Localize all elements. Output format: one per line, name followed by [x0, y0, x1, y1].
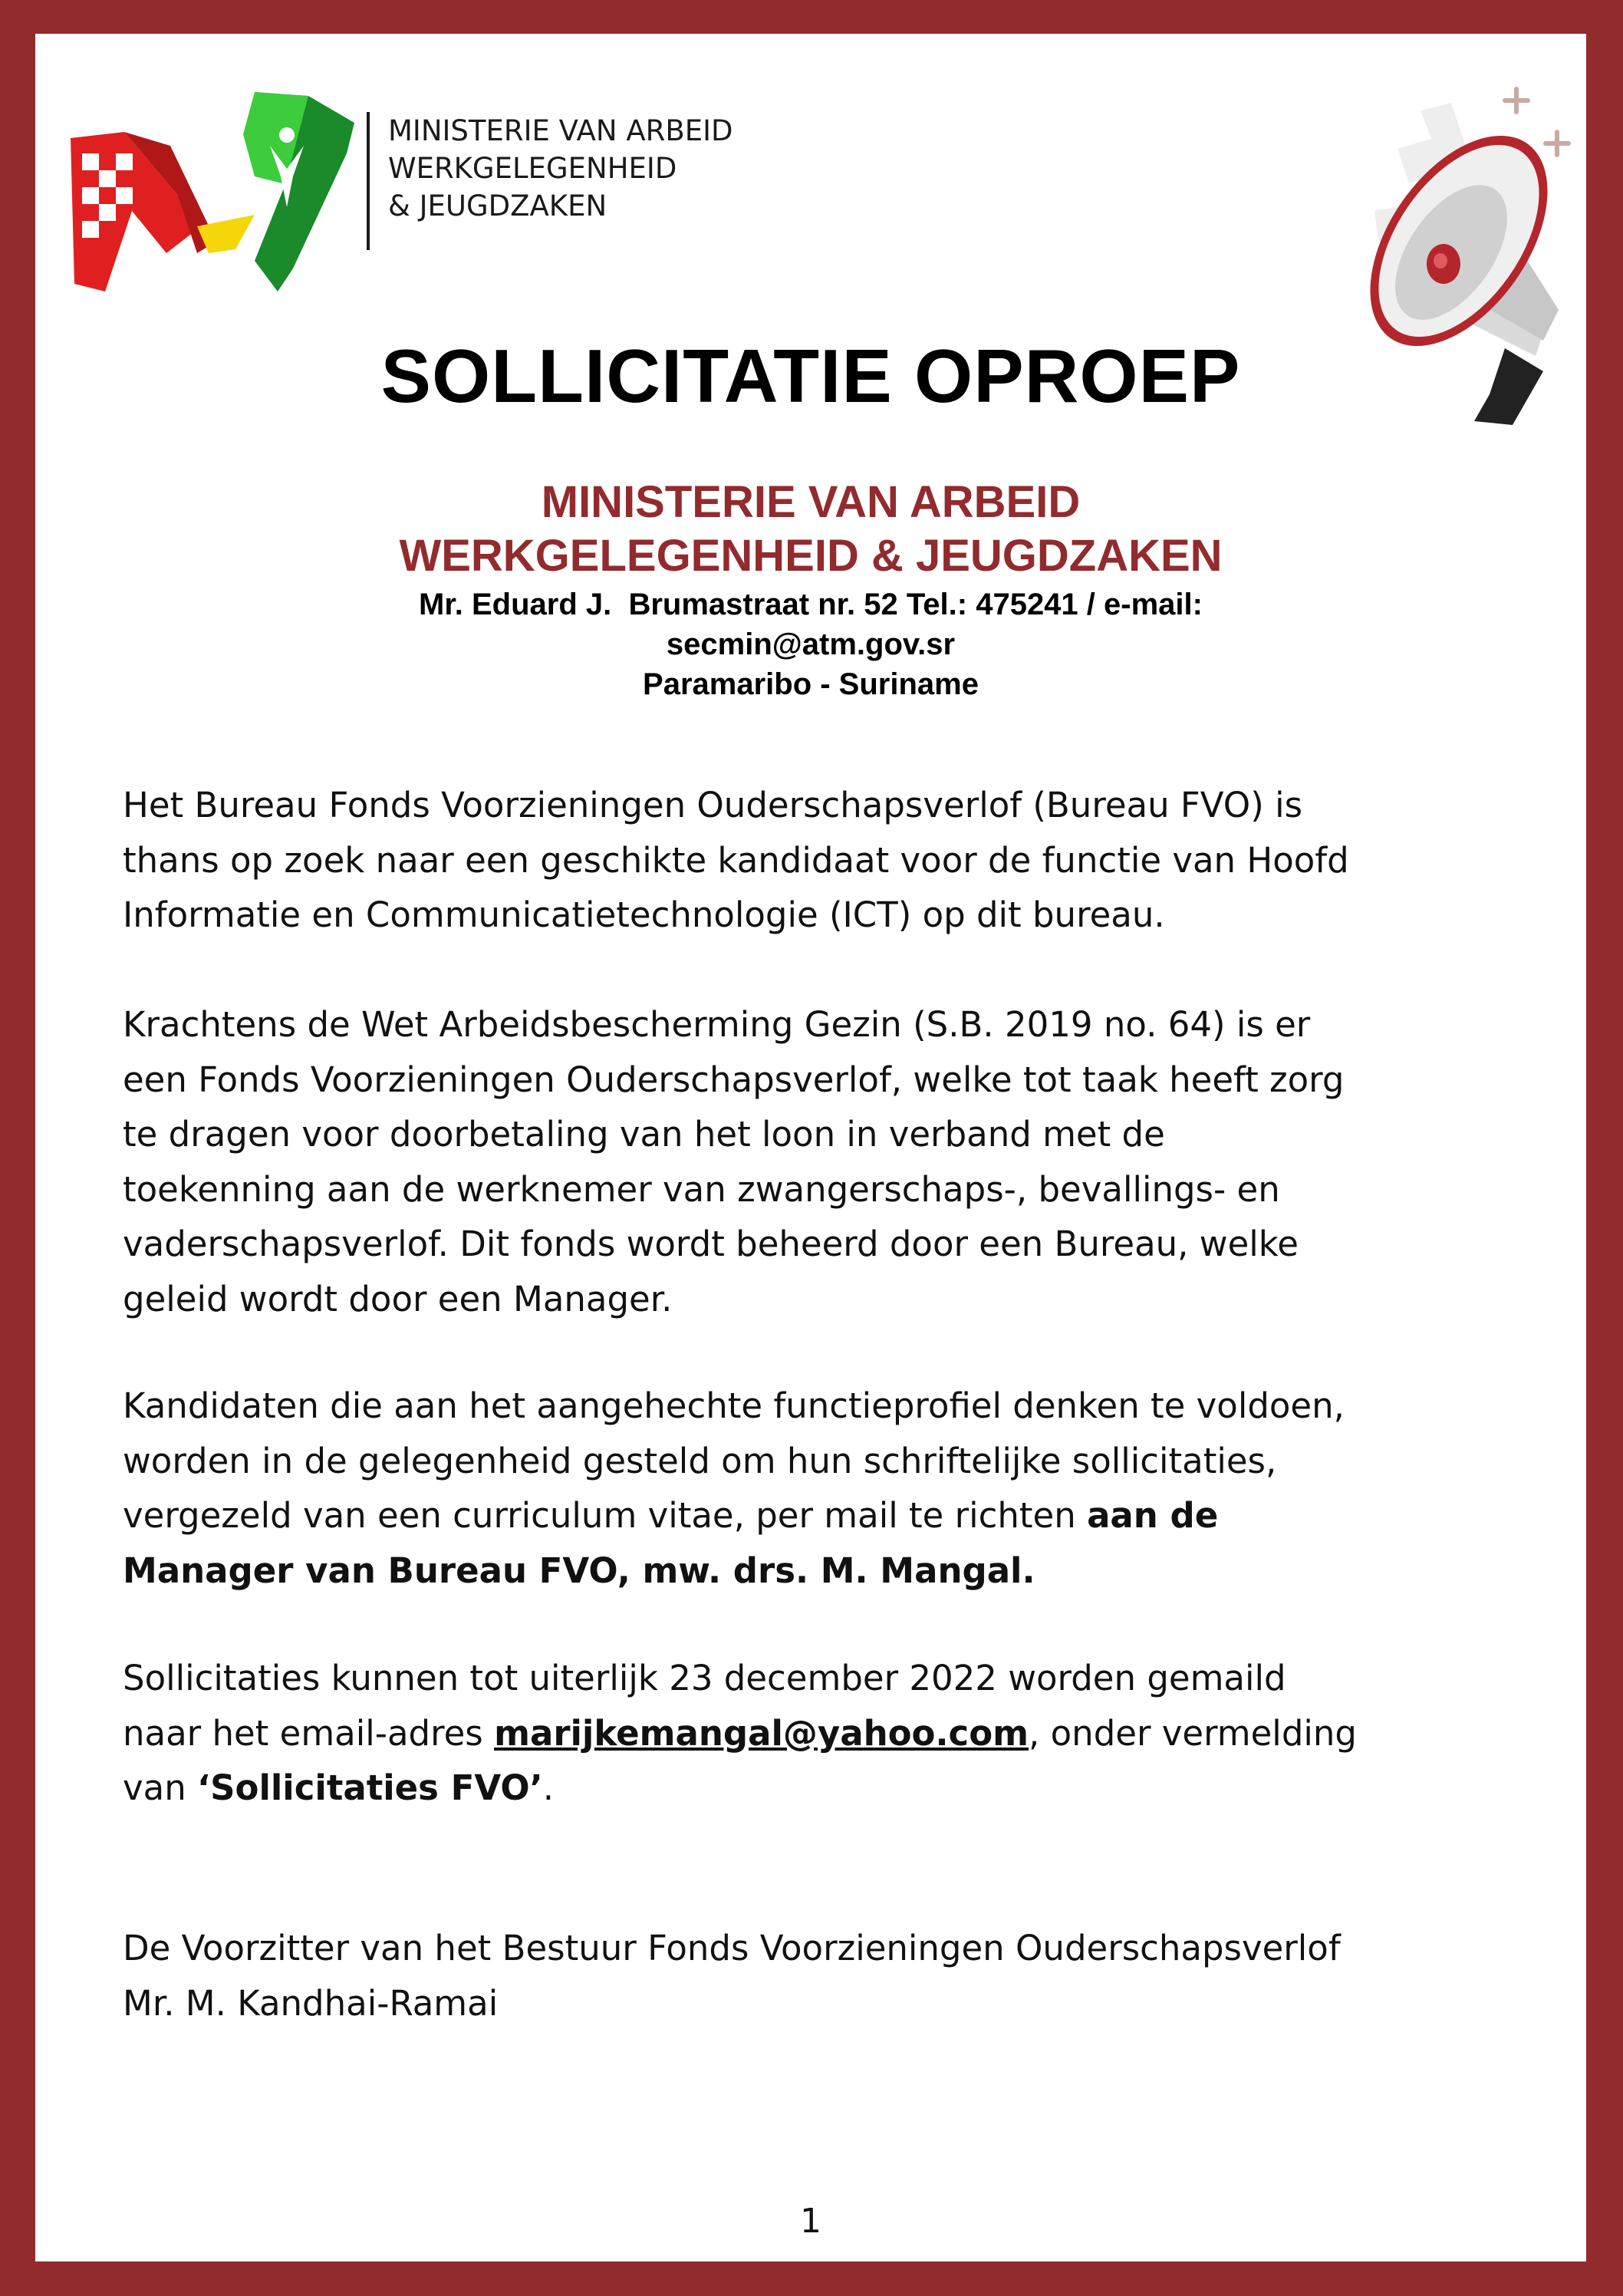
paragraph-3-line: Kandidaten die aan het aangehechte functieprofiel denken te voldoen,	[123, 1385, 1345, 1426]
paragraph-4-line	[123, 1706, 1549, 1761]
paragraph-3-line: worden in de gelegenheid gesteld om hun schriftelijke sollicitaties,	[123, 1440, 1277, 1481]
organization-line-1: MINISTERIE VAN ARBEID	[541, 477, 1081, 527]
paragraph-3-line	[123, 1488, 1549, 1543]
paragraph-4-line: Sollicitaties kunnen tot uiterlijk 23 december 2022 worden gemaild	[123, 1658, 1286, 1698]
paragraph-1-line: Het Bureau Fonds Voorzieningen Ouderschapsverlof (Bureau FVO) is	[123, 785, 1303, 825]
logo-line-3: & JEUGDZAKEN	[388, 189, 607, 222]
signature-name: Mr. M. Kandhai-Ramai	[123, 1982, 499, 2024]
paragraph-1	[123, 778, 1549, 943]
paragraph-2-line: Krachtens de Wet Arbeidsbescherming Gezin (S.B. 2019 no. 64) is er	[123, 1004, 1311, 1045]
paragraph-3-text: vergezeld van een curriculum vitae, per mail te richten	[123, 1495, 1088, 1536]
paragraph-1-line: thans op zoek naar een geschikte kandidaat voor de functie van Hoofd	[123, 839, 1349, 881]
paragraph-4-text: .	[542, 1767, 555, 1808]
paragraph-4-line	[123, 1761, 1549, 1816]
paragraph-4	[123, 1651, 1549, 1816]
page-title: SOLLICITATIE OPROEP	[380, 334, 1241, 418]
logo-line-2: WERKGELEGENHEID	[388, 152, 677, 185]
paragraph-2-line: geleid wordt door een Manager.	[123, 1278, 673, 1319]
paragraph-4-text: naar het email-adres	[123, 1712, 495, 1754]
recipient-name: Manager van Bureau FVO, mw. drs. M. Mangal.	[123, 1550, 1035, 1591]
logo-divider	[367, 112, 370, 250]
paragraph-2-line: te dragen voor doorbetaling van het loon in verband met de	[123, 1114, 1165, 1155]
ministry-logo-icon	[63, 61, 416, 307]
organization-address	[35, 585, 1586, 704]
paragraph-4-text: , onder vermelding	[1029, 1712, 1357, 1754]
paragraph-2	[123, 997, 1549, 1326]
logo-line-1: MINISTERIE VAN ARBEID	[388, 114, 733, 147]
subject-text: ‘Sollicitaties FVO’	[197, 1767, 543, 1808]
page-number: 1	[800, 2202, 821, 2241]
email-link[interactable]: marijkemangal@yahoo.com	[494, 1712, 1029, 1754]
signature	[123, 1921, 1549, 2031]
paragraph-1-line: Informatie en Communicatietechnologie (ICT) op dit bureau.	[123, 894, 1165, 935]
paragraph-2-line: toekenning aan de werknemer van zwangerschaps-, bevallings- en	[123, 1168, 1280, 1210]
address-line-1: Mr. Eduard J. Brumastraat nr. 52 Tel.: 475241 / e-mail:	[419, 588, 1203, 621]
organization-name	[35, 476, 1586, 583]
logo-text	[388, 112, 733, 225]
paragraph-3	[123, 1379, 1549, 1598]
address-line-2: secmin@atm.gov.sr	[666, 628, 956, 661]
paragraph-2-line: vaderschapsverlof. Dit fonds wordt beheerd door een Bureau, welke	[123, 1224, 1299, 1264]
paragraph-2-line: een Fonds Voorzieningen Ouderschapsverlof, welke tot taak heeft zorg	[123, 1059, 1345, 1100]
organization-line-2: WERKGELEGENHEID & JEUGDZAKEN	[399, 531, 1223, 581]
recipient-text: aan de	[1087, 1495, 1219, 1536]
address-line-3: Paramaribo - Suriname	[643, 667, 979, 701]
document-page	[35, 34, 1586, 2261]
paragraph-4-text: van	[123, 1767, 198, 1808]
signature-title: De Voorzitter van het Bestuur Fonds Voorzieningen Ouderschapsverlof	[123, 1928, 1341, 1968]
